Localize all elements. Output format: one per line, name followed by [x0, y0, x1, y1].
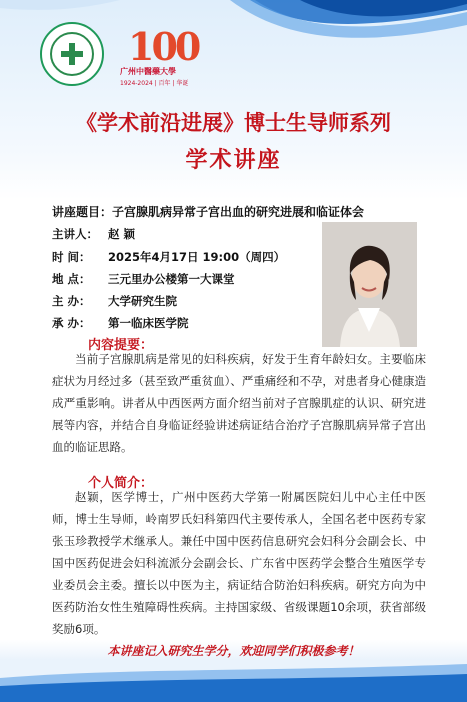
topic-value: 子宫腺肌病异常子宫出血的研究进展和临证体会: [112, 205, 365, 219]
poster-subtitle: 学术讲座: [185, 147, 282, 173]
topic-label: 讲座题目：: [52, 205, 113, 219]
info-label: 承 办：: [52, 316, 91, 330]
info-speaker: [52, 226, 135, 242]
info-label: 主 办：: [52, 294, 91, 308]
info-organizer: [52, 315, 189, 331]
info-label: 地 点：: [52, 272, 91, 286]
lecture-topic: [52, 203, 364, 220]
info-time: [52, 249, 285, 265]
medical-cross-icon: [61, 43, 83, 65]
speaker-portrait-icon: [322, 222, 417, 347]
centennial-number: 100: [128, 24, 199, 69]
info-value: 赵 颖: [108, 227, 136, 241]
bottom-wave-decoration: [0, 650, 467, 702]
hospital-logo: [40, 22, 104, 86]
intro-heading: 内容提要：: [88, 338, 154, 353]
centennial-years: 1924-2024 | 百年 | 华诞: [120, 80, 189, 87]
info-location: [52, 271, 235, 287]
bio-text: 赵颖，医学博士，广州中医药大学第一附属医院妇儿中心主任中医师，博士生导师，岭南罗氏妇科第四代主要传承人，全国名老中医药专家张玉珍教授学术继承人。兼任中国中医药信息研究会妇科分会副会长、中国中医药促进会妇科流派分会副会长、广东省中医药学会整合生殖医学专业委员会主委。擅长以中医为主，病证结合防治妇科疾病。研究方向为中医药防治女性生殖障碍性疾病。主持国家级、省级课题10余项，获省部级奖励6项。: [52, 490, 426, 636]
info-value: 第一临床医学院: [108, 316, 189, 330]
centennial-logo: [120, 24, 220, 90]
intro-text: 当前子宫腺肌病是常见的妇科疾病，好发于生育年龄妇女。主要临床症状为月经过多（甚至致严重贫血）、严重痛经和不孕，对患者身心健康造成严重影响。讲者从中西医两方面介绍当前对子宫腺肌症的认识、研究进展等内容，并结合自身临证经验讲述病证结合治疗子宫腺肌病异常子宫出血的临证思路。: [52, 352, 426, 454]
info-value: 2025年4月17日 19:00（周四）: [108, 250, 286, 264]
info-host: [52, 293, 177, 309]
info-label: 时 间：: [52, 250, 91, 264]
info-label: 主讲人：: [52, 227, 98, 241]
credit-notice: 本讲座记入研究生学分，欢迎同学们积极参考！: [107, 644, 360, 658]
speaker-photo: [322, 222, 417, 347]
poster-title: 《学术前沿进展》博士生导师系列: [76, 110, 391, 135]
university-name: 广州中醫藥大學: [120, 66, 176, 76]
bio-heading: 个人简介：: [88, 476, 154, 491]
info-value: 三元里办公楼第一大课堂: [108, 272, 235, 286]
info-value: 大学研究生院: [108, 294, 177, 308]
